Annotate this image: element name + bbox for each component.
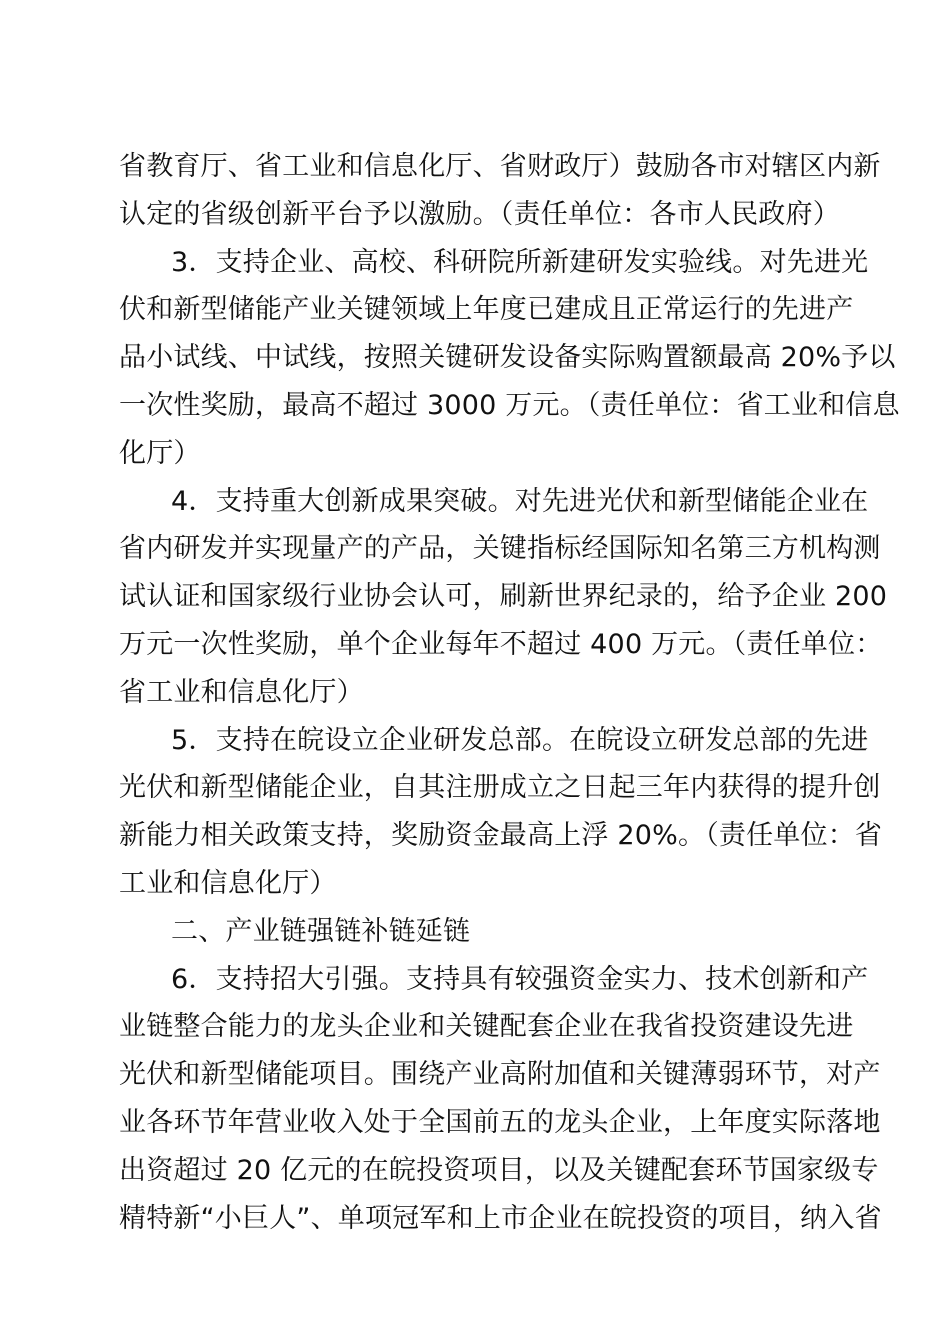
text-line: 工业和信息化厅） — [119, 867, 337, 899]
text-line: 业链整合能力的龙头企业和关键配套企业在我省投资建设先进 — [119, 1011, 854, 1043]
text-line: 光伏和新型储能企业，自其注册成立之日起三年内获得的提升创 — [119, 772, 881, 804]
body-text — [119, 143, 900, 1242]
text-line: 化厅） — [119, 437, 201, 469]
text-line: 新能力相关政策支持，奖励资金最高上浮 20%。（责任单位：省 — [119, 820, 883, 852]
text-line: 出资超过 20 亿元的在皖投资项目，以及关键配套环节国家级专 — [119, 1154, 879, 1186]
text-line: 品小试线、中试线，按照关键研发设备实际购置额最高 20%予以 — [119, 342, 896, 374]
text-line: 精特新“小巨人”、单项冠军和上市企业在皖投资的项目，纳入省 — [119, 1202, 882, 1234]
paragraph-item-6-start: 6．支持招大引强。支持具有较强资金实力、技术创新和产 — [171, 963, 869, 995]
text-line: 一次性奖励，最高不超过 3000 万元。（责任单位：省工业和信息 — [119, 389, 900, 421]
paragraph-item-5-start: 5．支持在皖设立企业研发总部。在皖设立研发总部的先进 — [171, 724, 869, 756]
text-line: 业各环节年营业收入处于全国前五的龙头企业，上年度实际落地 — [119, 1106, 881, 1138]
paragraph-item-4-start: 4．支持重大创新成果突破。对先进光伏和新型储能企业在 — [171, 485, 869, 517]
section-heading: 二、产业链强链补链延链 — [171, 915, 471, 947]
text-line: 认定的省级创新平台予以激励。（责任单位：各市人民政府） — [119, 198, 840, 230]
text-line: 伏和新型储能产业关键领域上年度已建成且正常运行的先进产 — [119, 294, 854, 326]
text-line: 光伏和新型储能项目。围绕产业高附加值和关键薄弱环节，对产 — [119, 1059, 881, 1091]
text-line: 试认证和国家级行业协会认可，刷新世界纪录的，给予企业 200 — [119, 581, 888, 613]
text-line: 万元一次性奖励，单个企业每年不超过 400 万元。（责任单位： — [119, 628, 883, 660]
paragraph-item-3-start: 3．支持企业、高校、科研院所新建研发实验线。对先进光 — [171, 246, 869, 278]
text-line: 省教育厅、省工业和信息化厅、省财政厅）鼓励各市对辖区内新 — [119, 151, 881, 182]
text-line: 省内研发并实现量产的产品，关键指标经国际知名第三方机构测 — [119, 533, 881, 565]
text-line: 省工业和信息化厅） — [119, 676, 364, 708]
